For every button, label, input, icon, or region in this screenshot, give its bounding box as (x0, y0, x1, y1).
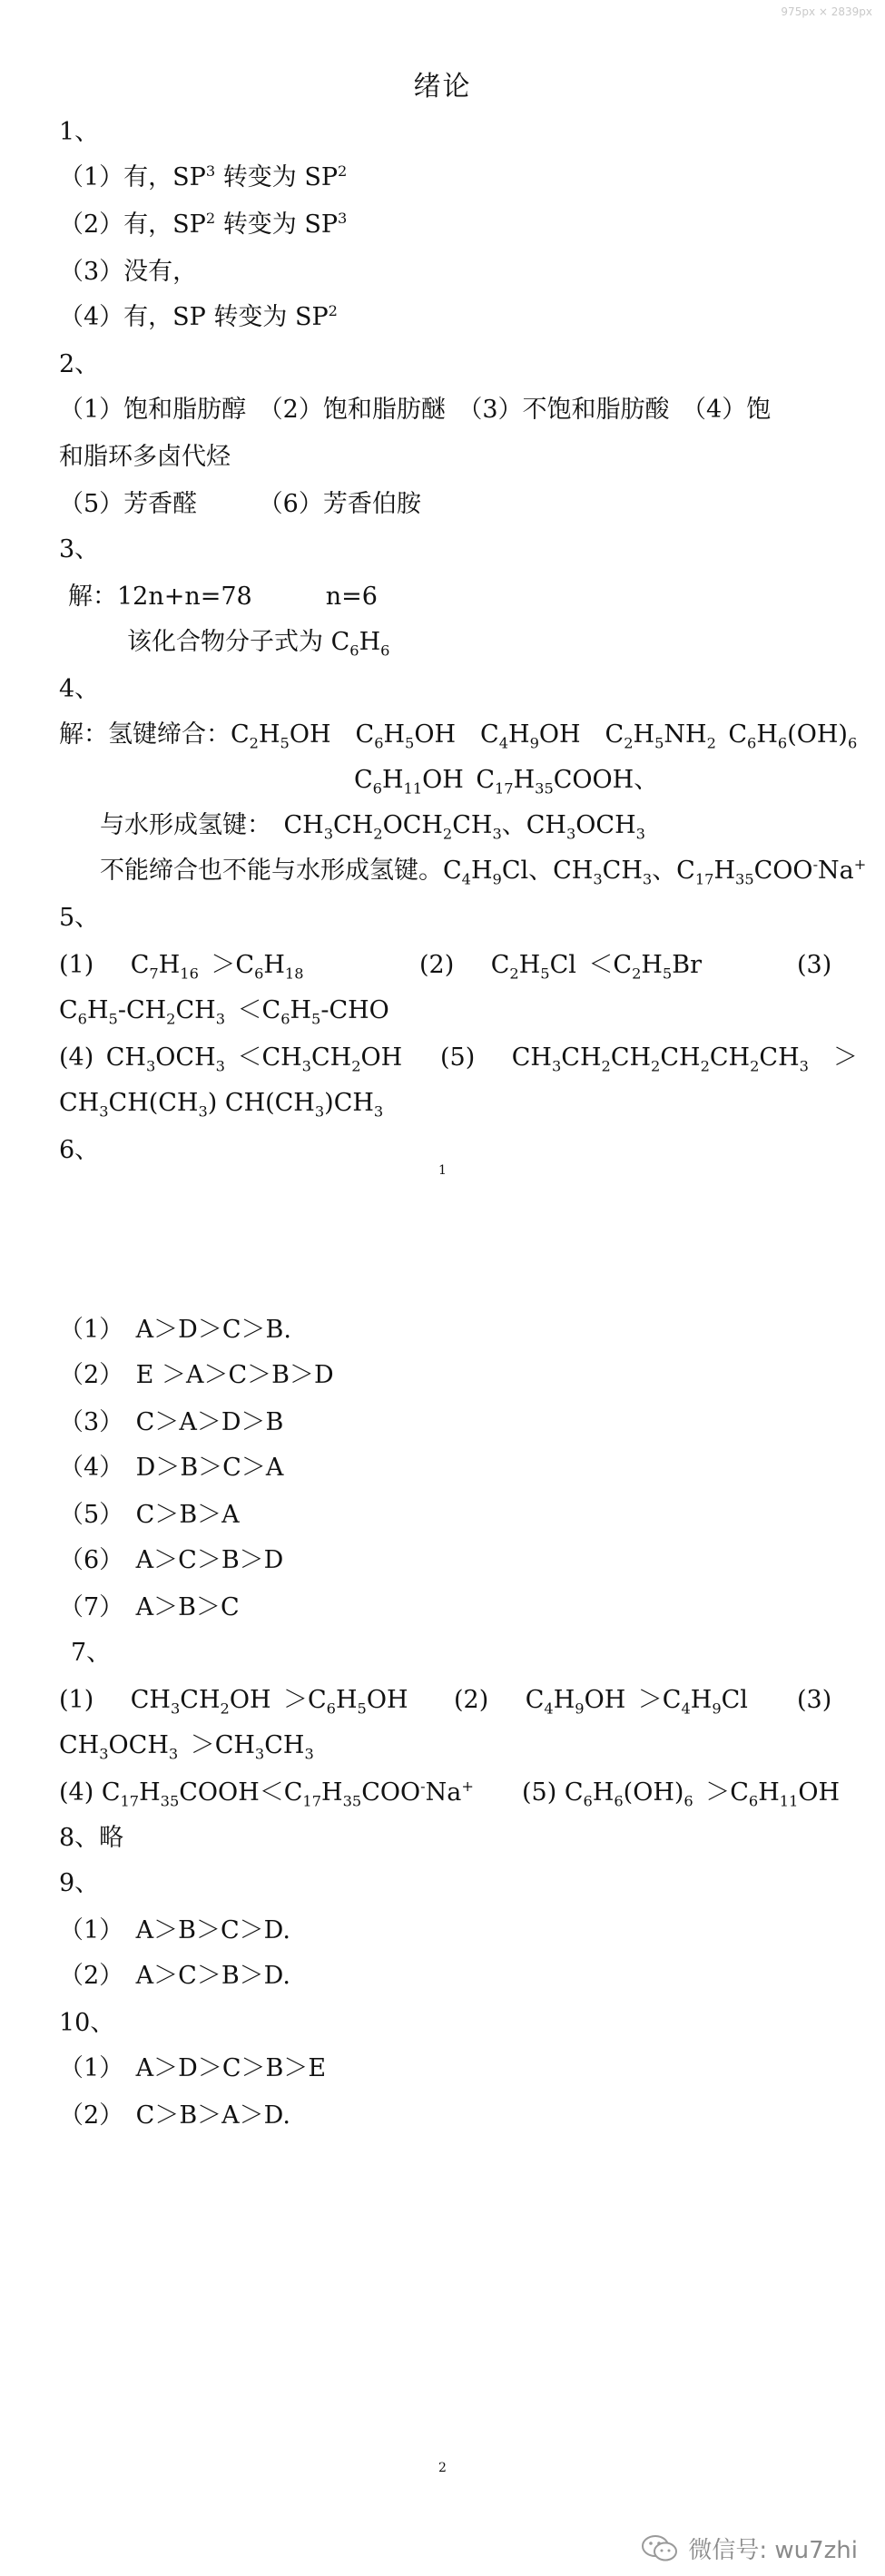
s7-item-2: (2) $C_4H_9OH$ $>C_4H_9Cl$ (454, 1686, 748, 1718)
page-number: 1 (438, 1163, 447, 1178)
page-number: 2 (438, 2461, 447, 2475)
watermark-text: 微信号: wu7zhi (688, 2537, 858, 2564)
section-5-heading: 5、 (59, 904, 100, 932)
s5-item-3: $C_6H_5-CH_2CH_3$ $<C_6H_5$-CHO (59, 996, 389, 1028)
s5-item-4: (4) $CH_3OCH_3$ $<CH_3CH_2OH$ (59, 1043, 403, 1075)
s7-item-4: (4) $C_{17}H_{35}COOH<C_{17}H_{35}COO^-Na^+$ (59, 1778, 474, 1810)
section-1-heading: 1、 (59, 118, 100, 146)
s5-item-2: (2) $C_2H_5Cl$ $<C_2H_5Br$ (419, 951, 702, 983)
s9-item: （1） A＞B＞C＞D. (59, 1916, 290, 1944)
s1-line-2: （2）有，$SP^2$ 转变为 $SP^3$ (59, 210, 348, 239)
s7-item-3-label: (3) (797, 1686, 832, 1714)
s5-item-5-cont: $CH_3CH(CH_3)$ $CH(CH_3)CH_3$ (59, 1089, 384, 1121)
s6-item: （6） A＞C＞B＞D (59, 1546, 284, 1574)
s5-item-3-label: (3) (797, 951, 832, 979)
s7-item-3: $CH_3OCH_3$ $>CH_3CH_3$ (59, 1731, 314, 1763)
s7-item-5: (5) $C_6H_6(OH)_6$ $>C_6H_{11}OH$ (522, 1778, 841, 1810)
s9-item: （2） A＞C＞B＞D. (59, 1962, 290, 1990)
section-10-heading: 10、 (59, 2009, 115, 2037)
section-3-heading: 3、 (59, 535, 100, 563)
s2-line-3: （5）芳香醛 （6）芳香伯胺 (59, 490, 421, 518)
s5-item-1: (1) $C_7H_{16}$ $>C_6H_{18}$ (59, 951, 304, 983)
s4-line-2: $C_6H_{11}OH$ $C_{17}H_{35}COOH$、 (354, 766, 659, 798)
section-4-heading: 4、 (59, 675, 100, 703)
s1-line-1: （1）有，$SP^3$ 转变为 $SP^2$ (59, 162, 348, 191)
section-9-heading: 9、 (59, 1869, 100, 1897)
s1-line-3: （3）没有， (59, 258, 198, 286)
section-6-heading: 6、 (59, 1136, 100, 1164)
s2-line-2: 和脂环多卤代烃 (59, 443, 231, 471)
section-2-heading: 2、 (59, 350, 100, 378)
s6-item: （3） C＞A＞D＞B (59, 1408, 284, 1436)
s6-item: （2） E ＞A＞C＞B＞D (59, 1361, 334, 1389)
s6-item: （4） D＞B＞C＞A (59, 1454, 284, 1482)
s7-item-1: (1) $CH_3CH_2OH$ $>C_6H_5OH$ (59, 1686, 408, 1718)
section-7-heading: 7、 (71, 1639, 112, 1667)
section-8-heading: 8、略 (59, 1824, 124, 1852)
page-title: 绪论 (413, 71, 472, 103)
s10-item: （2） C＞B＞A＞D. (59, 2101, 290, 2130)
wechat-icon (641, 2532, 679, 2565)
s5-item-5: (5) $CH_3CH_2CH_2CH_2CH_2CH_3$ ＞ (440, 1043, 858, 1075)
s4-line-4: 不能缔合也不能与水形成氢键。$C_4H_9Cl$、$CH_3CH_3$、$C_{17}H_{35}COO^-Na^+$ (100, 856, 867, 888)
s4-line-1: 解：氢键缔合：$C_2H_5OH$ $C_6H_5OH$ $C_4H_9OH$ $C_2H_5NH_2$ $C_6H_6(OH)_6$ (59, 720, 858, 752)
s3-line-1: 解：12n+n=78 n=6 (68, 583, 378, 611)
s1-line-4: （4）有，SP 转变为 $SP^2$ (59, 302, 338, 331)
s6-item: （1） A＞D＞C＞B. (59, 1316, 291, 1344)
s3-line-2: 该化合物分子式为 $C_6H_6$ (127, 628, 390, 660)
s10-item: （1） A＞D＞C＞B＞E (59, 2054, 327, 2082)
image-size-label: 975px × 2839px (781, 5, 872, 18)
s2-line-1: （1）饱和脂肪醇 （2）饱和脂肪醚 （3）不饱和脂肪酸 （4）饱 (59, 396, 772, 424)
s6-item: （5） C＞B＞A (59, 1501, 240, 1529)
s4-line-3: 与水形成氢键： $CH_3CH_2OCH_2CH_3$、$CH_3OCH_3$ (100, 811, 645, 843)
watermark (641, 2532, 858, 2565)
s6-item: （7） A＞B＞C (59, 1593, 240, 1621)
